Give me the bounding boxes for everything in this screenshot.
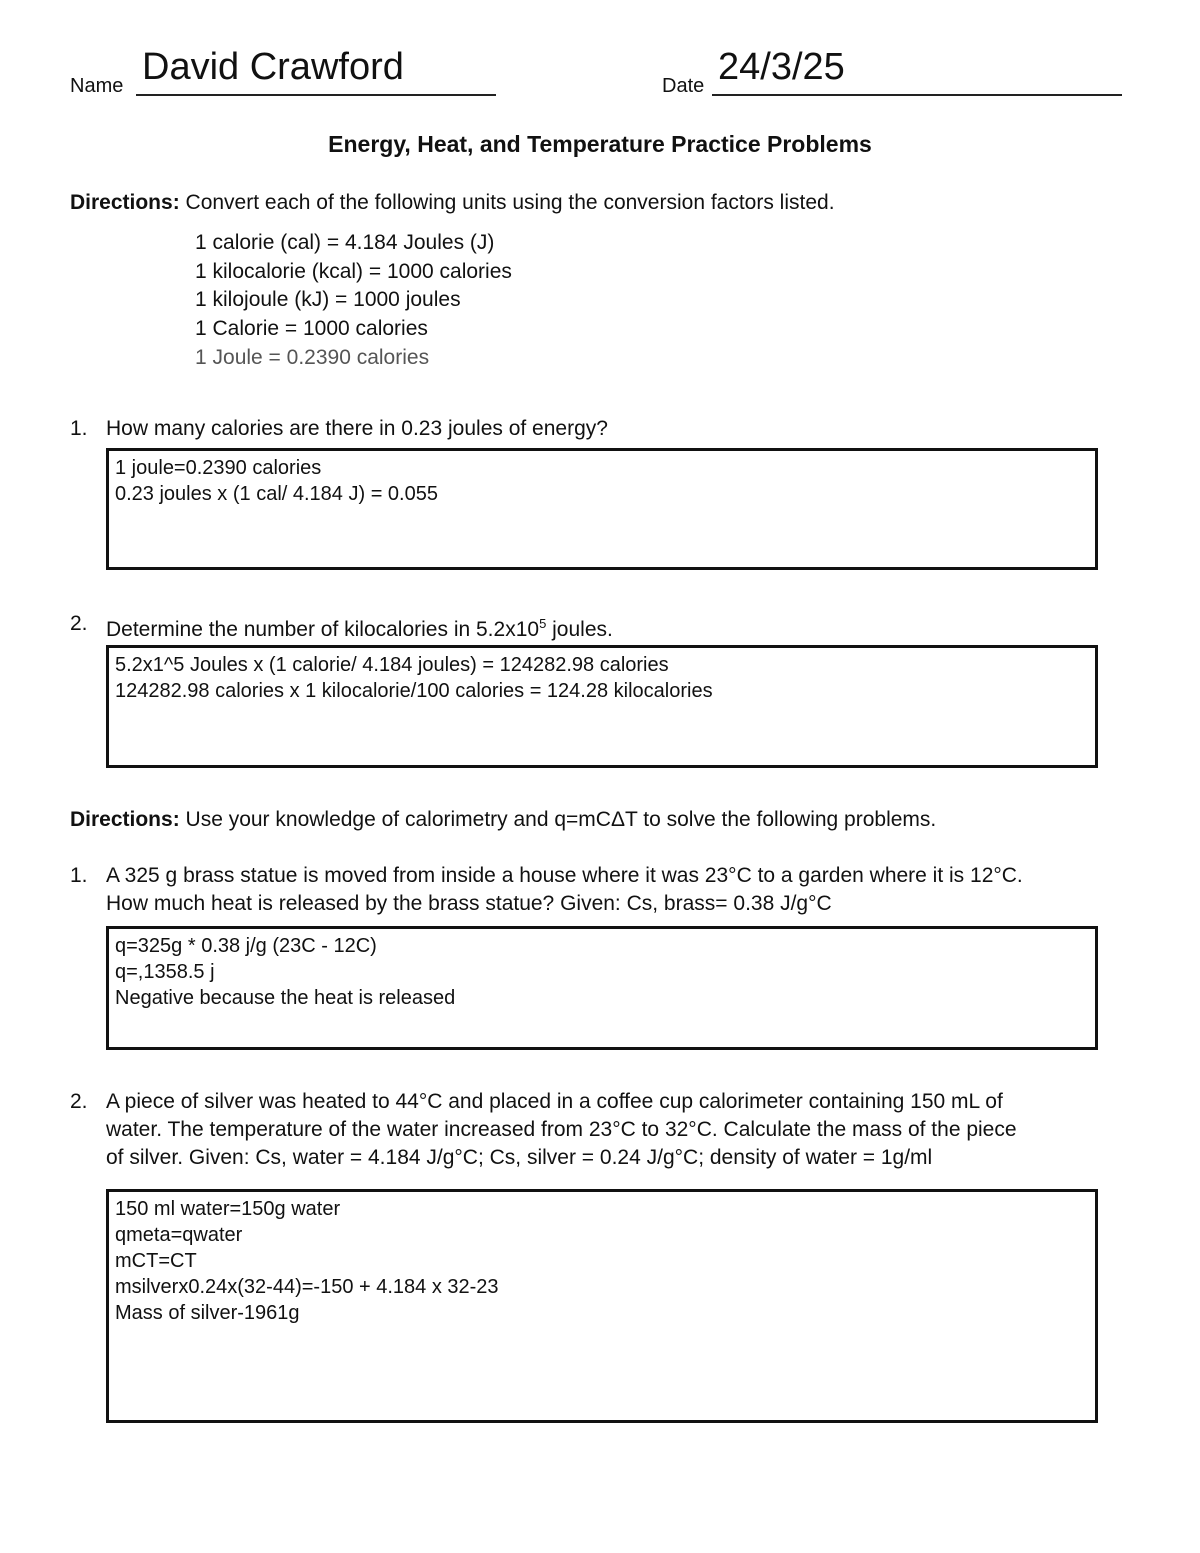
conversion-factor: 1 Calorie = 1000 calories xyxy=(195,317,428,340)
section1-directions xyxy=(70,189,835,217)
exponent: 5 xyxy=(539,616,547,631)
answer-line: qmeta=qwater xyxy=(115,1224,243,1246)
answer-line: mCT=CT xyxy=(115,1250,197,1272)
name-underline xyxy=(136,94,496,96)
conversion-factor: 1 kilojoule (kJ) = 1000 joules xyxy=(195,288,461,311)
question-text-line: A 325 g brass statue is moved from inside a house where it was 23°C to a garden where it is 12°C. xyxy=(106,864,1023,887)
answer-line: q=325g * 0.38 j/g (23C - 12C) xyxy=(115,935,377,957)
name-field[interactable]: David Crawford xyxy=(142,46,404,88)
conversion-factor: 1 Joule = 0.2390 calories xyxy=(195,346,430,369)
answer-line: msilverx0.24x(32-44)=-150 + 4.184 x 32-23 xyxy=(115,1276,499,1298)
question-number: 1. xyxy=(70,417,88,440)
answer-line: 0.23 joules x (1 cal/ 4.184 J) = 0.055 xyxy=(115,483,438,505)
directions-text: Use your knowledge of calorimetry and q=mCΔT to solve the following problems. xyxy=(179,808,937,831)
answer-line: Negative because the heat is released xyxy=(115,987,456,1009)
directions-label: Directions: xyxy=(70,808,180,831)
answer-line: Mass of silver-1961g xyxy=(115,1302,300,1324)
question-text-line: water. The temperature of the water increased from 23°C to 32°C. Calculate the mass of the piece xyxy=(106,1118,1017,1141)
section2-directions xyxy=(70,806,936,834)
question-text-part: Determine the number of kilocalories in 5.2x10 xyxy=(106,618,540,641)
question-text: How many calories are there in 0.23 joules of energy? xyxy=(106,417,608,440)
answer-line: q=,1358.5 j xyxy=(115,961,215,983)
answer-line: 124282.98 calories x 1 kilocalorie/100 calories = 124.28 kilocalories xyxy=(115,680,713,702)
date-field[interactable]: 24/3/25 xyxy=(718,46,845,88)
question-number: 1. xyxy=(70,864,88,887)
date-underline xyxy=(712,94,1122,96)
question-text xyxy=(106,610,613,644)
answer-box[interactable] xyxy=(106,926,1098,1050)
directions-text: Convert each of the following units using the conversion factors listed. xyxy=(179,191,835,214)
question-text-line: A piece of silver was heated to 44°C and placed in a coffee cup calorimeter containing 150 mL of xyxy=(106,1090,1003,1113)
answer-box[interactable] xyxy=(106,1189,1098,1423)
question-number: 2. xyxy=(70,1090,88,1113)
answer-line: 1 joule=0.2390 calories xyxy=(115,457,322,479)
page-title: Energy, Heat, and Temperature Practice Problems xyxy=(328,131,872,157)
conversion-factor: 1 kilocalorie (kcal) = 1000 calories xyxy=(195,260,512,283)
date-label: Date xyxy=(662,75,705,97)
question-text-part: joules. xyxy=(546,618,613,641)
question-text-line: of silver. Given: Cs, water = 4.184 J/g°C; Cs, silver = 0.24 J/g°C; density of water = 1g/ml xyxy=(106,1146,933,1169)
answer-box[interactable] xyxy=(106,448,1098,570)
question-number: 2. xyxy=(70,612,88,635)
question-text-line: How much heat is released by the brass statue? Given: Cs, brass= 0.38 J/g°C xyxy=(106,892,832,915)
answer-box[interactable] xyxy=(106,645,1098,768)
directions-label: Directions: xyxy=(70,191,180,214)
answer-line: 5.2x1^5 Joules x (1 calorie/ 4.184 joules) = 124282.98 calories xyxy=(115,654,669,676)
conversion-factor: 1 calorie (cal) = 4.184 Joules (J) xyxy=(195,231,495,254)
answer-line: 150 ml water=150g water xyxy=(115,1198,341,1220)
name-label: Name xyxy=(70,75,124,97)
